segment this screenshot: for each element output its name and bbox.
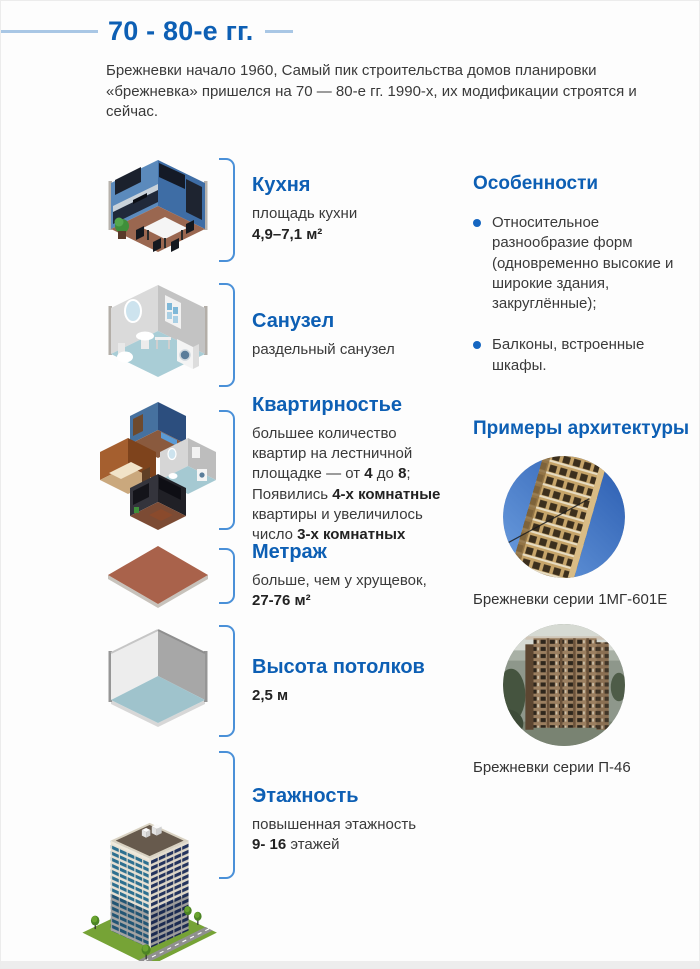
section-title: Этажность	[252, 785, 359, 808]
section-description: повышенная этажность 9- 16 этажей	[252, 816, 417, 854]
ceiling-height-icon	[103, 622, 213, 740]
section-bracket	[219, 410, 235, 530]
kitchen-room-illustration	[1, 154, 219, 266]
title-rule-right	[265, 30, 293, 33]
example-photo-2	[473, 624, 700, 776]
bottom-strip	[1, 961, 699, 968]
bullet-icon	[473, 219, 481, 227]
header	[1, 15, 699, 47]
section-bracket	[219, 625, 235, 737]
section-bathroom	[1, 272, 456, 398]
brown-tower-photo	[503, 624, 625, 746]
section-bracket	[219, 548, 235, 604]
tower-building-illustration	[1, 751, 219, 969]
section-description: раздельный санузел	[252, 341, 395, 359]
section-title: Высота потолков	[252, 656, 425, 679]
ceiling-height-illustration	[1, 622, 219, 740]
section-apartments	[1, 394, 456, 543]
features-list	[473, 213, 685, 376]
sections-column	[1, 147, 456, 969]
bathroom-room-illustration	[1, 279, 219, 391]
apartments-cluster-icon	[97, 399, 219, 541]
example-caption: Брежневки серии П-46	[473, 758, 631, 776]
content-columns	[1, 147, 699, 969]
floor-area-illustration	[1, 544, 219, 608]
feature-text: Балконы, встроенные шкафы.	[492, 336, 645, 374]
feature-text: Относительное разнообразие форм (одновременно высокие и широкие здания, закруглённые);	[492, 214, 674, 313]
floor-area-icon	[106, 544, 210, 608]
aside-column	[456, 147, 700, 969]
section-bracket	[219, 158, 235, 262]
section-floors	[1, 751, 456, 969]
section-description: большее количество квартир на лестничной площадке — от 4 до 8; Появились 4-х комнатные квартиры и увеличилось число 3-х комнатных	[252, 425, 441, 543]
yellow-tower-photo-image	[503, 456, 625, 578]
bullet-icon	[473, 341, 481, 349]
brown-tower-photo-image	[503, 624, 625, 746]
bathroom-room-icon	[103, 279, 213, 391]
tower-building-icon	[81, 751, 219, 969]
features-title: Особенности	[473, 173, 599, 195]
kitchen-room-icon	[103, 154, 213, 266]
apartments-cluster-illustration	[1, 399, 219, 541]
section-description: площадь кухни 4,9–7,1 м²	[252, 205, 358, 243]
section-title: Метраж	[252, 540, 327, 563]
yellow-tower-photo	[503, 456, 625, 578]
section-title: Квартирностье	[252, 394, 402, 417]
section-bracket	[219, 751, 235, 879]
examples-title: Примеры архитектуры	[473, 417, 690, 439]
section-description: 2,5 м	[252, 687, 289, 705]
section-description: больше, чем у хрущевок, 27-76 м²	[252, 571, 427, 610]
example-caption: Брежневки серии 1МГ-601Е	[473, 590, 668, 608]
example-photo-1	[473, 456, 700, 608]
feature-item	[473, 213, 685, 314]
section-bracket	[219, 283, 235, 387]
feature-item	[473, 335, 685, 376]
section-title: Санузел	[252, 310, 335, 333]
section-title: Кухня	[252, 174, 311, 197]
title-rule-left	[1, 30, 98, 33]
page-title: 70 - 80-е гг.	[108, 15, 254, 46]
section-metrazh	[1, 541, 456, 611]
section-ceiling	[1, 611, 456, 751]
section-kitchen	[1, 147, 456, 272]
intro-text: Брежневки начало 1960, Самый пик строительства домов планировки «брежневка» пришелся на 70 — 80-е гг. 1990-х, их модификации строятся и сейчас.	[106, 62, 637, 121]
